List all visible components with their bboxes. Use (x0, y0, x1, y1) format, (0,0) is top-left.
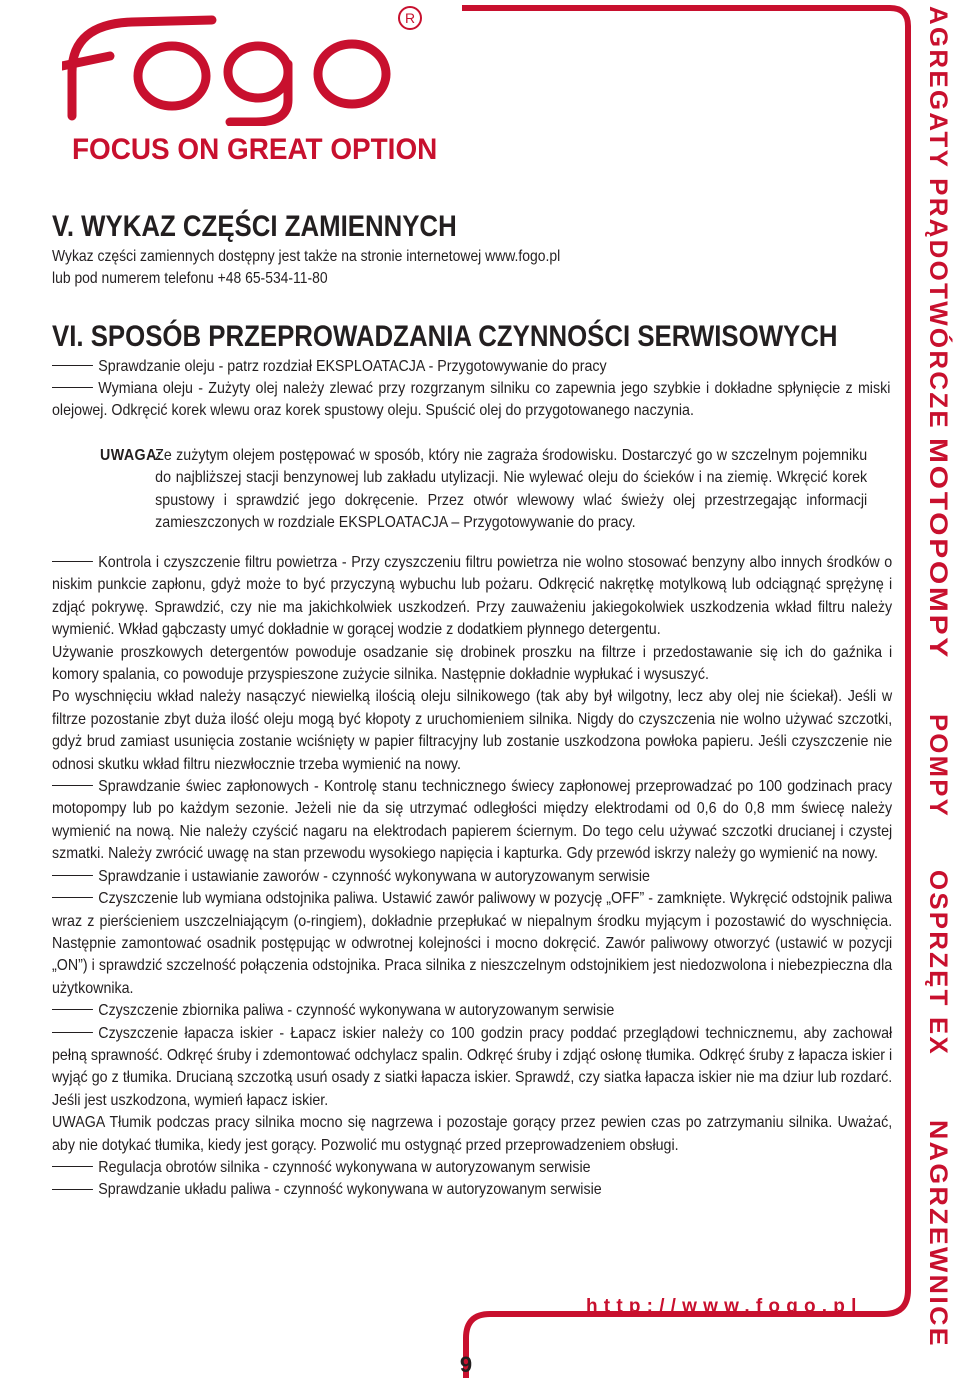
tagline: FOCUS ON GREAT OPTION (72, 133, 438, 166)
dash-bullet (52, 1166, 93, 1167)
oil-change-text: Wymiana oleju - Zużyty olej należy zlewać przy rozgrzanym silniku co zapewnia jego szybkie i dokładne spłynięcie z miski olejowej. Odkręcić korek wlewu oraz korek spustowy oleju. Spuścić olej do przygotowanego naczynia. (52, 380, 891, 420)
oil-change-item (52, 378, 890, 423)
spark-plug-text: Sprawdzanie świec zapłonowych - Kontrolę stanu technicznego świecy zapłonowej przeprowadzać po 100 godzinach pracy motopompy lub po każdym sezonie. Jeżeli nie da się utrzymać odległości między elektrodami od 0,6 do 0,8 mm świecę należy wymienić na nową. Nie należy czyścić nagaru na elektrodach papierem ściernym. Do tego celu używać szczotki drucianej i czystej szmatki. Należy zwrócić uwagę na stan przewodu wysokiego napięcia i kapturka. Gdy przewód iskrzy należy go wymienić na nowy. (52, 778, 893, 863)
air-filter-text-3: Po wyschnięciu wkład należy nasączyć niewielką ilością oleju silnikowego (tak aby był wilgotny, lecz aby olej nie ściekał). Jeśli w filtrze pozostanie zbyt duża ilość oleju mogą być kłopoty z uruchomieniem silnika. Nigdy do czyszczenia nie wolno używać szczotki, gdyż brud zamiast usunięcia zostanie wciśnięty w papier filtracyjny lub zostanie uszkodzona powłoka papieru. Jeśli czyszczenie nie odnosi skutku wkład filtru niezwłocznie trzeba wymienić na nowy. (52, 688, 893, 773)
oil-check-item (52, 356, 849, 378)
uwaga-oil-block (100, 445, 867, 535)
fuel-filter-text: Czyszczenie lub wymiana odstojnika paliwa. Ustawić zawór paliwowy w pozycję „OFF” - zamknięte. Wykręcić odstojnik paliwa wraz z pierścieniem uszczelniającym (o-ringiem), dokładnie przepłukać w niepalnym środku myjącym i pozostawić do wyschnięcia. Następnie zamontować osadnik postępując w odwrotnej kolejności i mocno dokręcić. Zawór paliwowy otworzyć (ustawić w pozycji „ON”) i sprawdzić szczelność połączenia odstojnika. Praca silnika z nieszczelnym odstojnikiem jest niedozwolona i niebezpieczna dla użytkownika. (52, 890, 893, 997)
section-6-heading-text: VI. SPOSÓB PRZEPROWADZANIA CZYNNOŚCI SERWISOWYCH (52, 320, 838, 353)
registered-mark: R (404, 10, 416, 26)
air-filter-block (52, 552, 892, 1202)
spark-arrester-text: Czyszczenie łapacza iskier - Łapacz iskier należy co 100 godzin pracy poddać przeglądowi technicznemu, aby zachował pełną sprawność. Odkręć śruby i zdemontować odchylacz spalin. Odkręć śruby i zdjąć osłonę tłumika. Odkręć śruby z łapacza iskier i wyjąć go z tłumika. Drucianą szczotką usuń osady z siatki łapacza iskier. Sprawdź, czy siatka łapacza iskier nie ma dziur lub rozdarć. Jeśli jest uszkodzona, wymień łapacz iskier. (52, 1024, 893, 1109)
air-filter-text-2: Używanie proszkowych detergentów powoduje osadzanie się drobinek proszku na filtrze i przedostawanie się ich do gaźnika i komory spalania, co powoduje przyspieszone zużycie silnika. Następnie dokładnie wypłukać i wysuszyć. (52, 643, 893, 684)
dash-bullet (52, 785, 93, 786)
dash-bullet (52, 561, 93, 562)
dash-bullet (52, 875, 93, 876)
fuel-tank-text: Czyszczenie zbiornika paliwa - czynność wykonywana w autoryzowanym serwisie (98, 1002, 615, 1020)
dash-bullet (52, 1032, 93, 1033)
sidebar-category-generators: AGREGATY PRĄDOTWÓRCZE (924, 6, 952, 416)
uwaga-label: UWAGA: (100, 447, 162, 464)
vertical-category-sidebar (918, 6, 958, 1372)
dash-bullet (52, 1009, 93, 1010)
fogo-logo (62, 4, 432, 126)
valves-text: Sprawdzanie i ustawianie zaworów - czynność wykonywana w autoryzowanym serwisie (98, 867, 650, 885)
sidebar-category-pumps: POMPY (924, 714, 952, 816)
governor-text: Regulacja obrotów silnika - czynność wykonywana w autoryzowanym serwisie (98, 1158, 591, 1176)
section-5-line-2: lub pod numerem telefonu +48 65-534-11-80 (52, 270, 328, 287)
dash-bullet (52, 387, 93, 388)
uwaga-muffler-text: UWAGA Tłumik podczas pracy silnika mocno się nagrzewa i pozostaje gorący przez pewien czas po zatrzymaniu silnika. Uważać, aby nie dotykać tłumika, kiedy jest gorący. Pozwolić mu ostygnąć przed przeprowadzeniem obsługi. (52, 1114, 893, 1154)
section-5-line-1: Wykaz części zamiennych dostępny jest także na stronie internetowej www.fogo.pl (52, 248, 561, 265)
air-filter-text: Kontrola i czyszczenie filtru powietrza - Przy czyszczeniu filtru powietrza nie wolno stosować benzyny albo innych środków o niskim punkcie zapłonu, gdyż może to być przyczyną wybuchu lub pożaru. Odkręcić nakrętkę motylkową lub odciągnąć sprężynę i zdjąć pokrywę. Sprawdzić, czy nie ma jakichkolwiek uszkodzeń. Przy zauważeniu jakiegokolwiek uszkodzenia wkład filtru należy wymienić. Wkład gąbczasty umyć dokładnie w gorącej wodzie z dodatkiem płynnego detergentu. (52, 554, 893, 639)
website-url: http://www.fogo.pl (586, 1296, 863, 1317)
dash-bullet (52, 897, 93, 898)
dash-bullet (52, 365, 93, 366)
section-5-heading-text: V. WYKAZ CZĘŚCI ZAMIENNYCH (52, 210, 457, 243)
section-5-heading (52, 210, 457, 244)
section-6-heading (52, 320, 838, 354)
dash-bullet (52, 1189, 93, 1190)
fuel-system-text: Sprawdzanie układu paliwa - czynność wykonywana w autoryzowanym serwisie (98, 1181, 602, 1199)
sidebar-category-motor-pumps: MOTOPOMPY (924, 438, 952, 623)
sidebar-category-ex-equipment: OSPRZĘT EX (924, 870, 952, 1051)
uwaga-text: Ze zużytym olejem postępować w sposób, który nie zagraża środowisku. Dostarczyć go w szczelnym pojemniku do najbliższej stacji benzynowej lub zakładu utylizacji. Nie wylewać oleju do ścieków i na ziemię. Wkręcić korek spustowy i sprawdzić jego dokręcenie. Przez otwór wlewowy wlać świeży olej przestrzegając informacji zamieszczonych w rozdziale EKSPLOATACJA – Przygotowywanie do pracy. (155, 447, 868, 532)
page-number: 9 (459, 1352, 473, 1377)
sidebar-category-heaters: NAGRZEWNICE (924, 1120, 952, 1334)
oil-check-text: Sprawdzanie oleju - patrz rozdział EKSPLOATACJA - Przygotowywanie do pracy (98, 358, 607, 375)
